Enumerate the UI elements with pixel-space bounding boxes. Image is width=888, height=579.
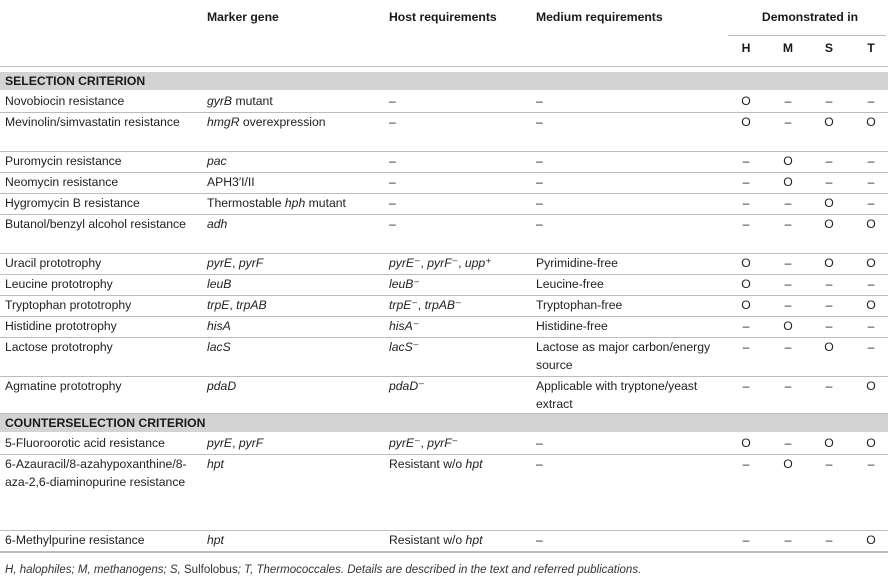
- demonstrated-cell: –: [784, 436, 792, 450]
- criterion-cell: Agmatine prototrophy: [5, 379, 122, 393]
- table-row: [0, 531, 888, 552]
- demonstrated-cell: –: [825, 154, 833, 168]
- demonstrated-cell: –: [784, 217, 792, 231]
- demonstrated-cell: –: [742, 175, 750, 189]
- criterion-cell: Butanol/benzyl alcohol resistance: [5, 217, 186, 231]
- demonstrated-cell: O: [783, 175, 793, 189]
- marker-gene-cell: adh: [207, 217, 228, 231]
- demonstrated-cell: O: [741, 436, 751, 450]
- demonstrated-cell: –: [742, 217, 750, 231]
- medium-requirements-cell: –: [536, 175, 543, 189]
- demonstrated-cell: O: [866, 379, 876, 393]
- demonstrated-cell: O: [824, 217, 834, 231]
- host-requirements-cell: –: [389, 217, 396, 231]
- col-header-host-requirements: Host requirements: [389, 10, 497, 24]
- demonstrated-cell: –: [825, 457, 833, 471]
- col-header-marker-gene: Marker gene: [207, 10, 279, 24]
- criterion-cell: Lactose prototrophy: [5, 340, 113, 354]
- demonstrated-cell: –: [867, 175, 875, 189]
- demonstrated-cell: –: [825, 277, 833, 291]
- host-requirements-cell: –: [389, 196, 396, 210]
- table-row: [0, 275, 888, 296]
- medium-requirements-cell: –: [536, 115, 543, 129]
- demonstrated-cell: O: [824, 115, 834, 129]
- marker-gene-cell: hmgR overexpression: [207, 115, 326, 129]
- table-row: [0, 296, 888, 317]
- header-subrule: [728, 35, 886, 36]
- demonstrated-cell: –: [742, 196, 750, 210]
- demonstrated-cell: –: [825, 533, 833, 547]
- host-requirements-cell: trpE⁻, trpAB⁻: [389, 298, 462, 312]
- col-header-demonstrated-in: Demonstrated in: [761, 10, 859, 24]
- demonstrated-cell: –: [825, 175, 833, 189]
- demonstrated-cell: O: [824, 256, 834, 270]
- host-requirements-cell: –: [389, 115, 396, 129]
- demonstrated-cell: –: [742, 457, 750, 471]
- table-row: [0, 317, 888, 338]
- medium-requirements-cell: –: [536, 154, 543, 168]
- col-header-m: M: [782, 41, 794, 55]
- demonstrated-cell: –: [784, 533, 792, 547]
- medium-requirements-cell: –: [536, 457, 543, 471]
- criterion-cell: 6-Azauracil/8-azahypoxanthine/8-aza-2,6-diaminopurine resistance: [5, 457, 187, 489]
- demonstrated-cell: –: [867, 319, 875, 333]
- marker-gene-cell: lacS: [207, 340, 231, 354]
- marker-gene-cell: leuB: [207, 277, 232, 291]
- marker-gene-cell: pyrE, pyrF: [207, 436, 264, 450]
- demonstrated-cell: –: [784, 340, 792, 354]
- demonstrated-cell: –: [742, 379, 750, 393]
- demonstrated-cell: O: [866, 298, 876, 312]
- col-header-s: S: [824, 41, 834, 55]
- host-requirements-cell: hisA⁻: [389, 319, 420, 333]
- medium-requirements-cell: Pyrimidine-free: [536, 256, 618, 270]
- demonstrated-cell: –: [867, 94, 875, 108]
- criterion-cell: 5-Fluoroorotic acid resistance: [5, 436, 165, 450]
- criterion-cell: 6-Methylpurine resistance: [5, 533, 145, 547]
- demonstrated-cell: –: [784, 94, 792, 108]
- criterion-cell: Uracil prototrophy: [5, 256, 102, 270]
- table-row: [0, 455, 888, 531]
- demonstrated-cell: O: [824, 196, 834, 210]
- medium-requirements-cell: Leucine-free: [536, 277, 604, 291]
- criterion-cell: Leucine prototrophy: [5, 277, 113, 291]
- demonstrated-cell: –: [825, 319, 833, 333]
- table-row: [0, 434, 888, 455]
- demonstrated-cell: O: [866, 436, 876, 450]
- host-requirements-cell: –: [389, 94, 396, 108]
- table-bottom-rule: [0, 552, 888, 553]
- demonstrated-cell: O: [783, 154, 793, 168]
- host-requirements-cell: pyrE⁻, pyrF⁻, upp⁺: [389, 256, 492, 270]
- demonstrated-cell: –: [784, 277, 792, 291]
- demonstrated-cell: –: [825, 379, 833, 393]
- host-requirements-cell: –: [389, 154, 396, 168]
- medium-requirements-cell: Applicable with tryptone/yeast extract: [536, 379, 698, 411]
- criterion-cell: Mevinolin/simvastatin resistance: [5, 115, 180, 129]
- marker-gene-cell: trpE, trpAB: [207, 298, 267, 312]
- table-row: [0, 338, 888, 377]
- medium-requirements-cell: –: [536, 94, 543, 108]
- demonstrated-cell: –: [784, 115, 792, 129]
- host-requirements-cell: lacS⁻: [389, 340, 420, 354]
- demonstrated-cell: O: [783, 319, 793, 333]
- demonstrated-cell: –: [867, 457, 875, 471]
- medium-requirements-cell: –: [536, 217, 543, 231]
- demonstrated-cell: O: [866, 115, 876, 129]
- marker-gene-cell: hisA: [207, 319, 231, 333]
- host-requirements-cell: Resistant w/o hpt: [389, 533, 483, 547]
- demonstrated-cell: –: [742, 319, 750, 333]
- demonstrated-cell: –: [867, 340, 875, 354]
- table-footnote: H, halophiles; M, methanogens; S, Sulfolobus; T, Thermococcales. Details are described in the text and referred publications.: [5, 564, 642, 576]
- demonstrated-cell: O: [824, 436, 834, 450]
- marker-gene-cell: Thermostable hph mutant: [207, 196, 346, 210]
- criterion-cell: Hygromycin B resistance: [5, 196, 140, 210]
- table-row: [0, 152, 888, 173]
- criterion-cell: Tryptophan prototrophy: [5, 298, 132, 312]
- demonstrated-cell: –: [867, 196, 875, 210]
- marker-gene-cell: hpt: [207, 457, 224, 471]
- section-title: SELECTION CRITERION: [5, 74, 146, 88]
- criterion-cell: Neomycin resistance: [5, 175, 119, 189]
- header-bottom-rule: [0, 66, 888, 67]
- demonstrated-cell: O: [866, 217, 876, 231]
- col-header-medium-requirements: Medium requirements: [536, 10, 663, 24]
- criterion-cell: Puromycin resistance: [5, 154, 122, 168]
- medium-requirements-cell: –: [536, 436, 543, 450]
- demonstrated-cell: O: [866, 256, 876, 270]
- demonstrated-cell: –: [867, 154, 875, 168]
- marker-gene-cell: pyrE, pyrF: [207, 256, 264, 270]
- col-header-t: T: [867, 41, 875, 55]
- demonstrated-cell: O: [741, 277, 751, 291]
- demonstrated-cell: O: [741, 94, 751, 108]
- demonstrated-cell: –: [825, 94, 833, 108]
- section-title: COUNTERSELECTION CRITERION: [5, 416, 206, 430]
- demonstrated-cell: O: [866, 533, 876, 547]
- demonstrated-cell: O: [741, 256, 751, 270]
- table-row: [0, 215, 888, 254]
- section-band: [0, 414, 888, 432]
- marker-gene-cell: pac: [207, 154, 227, 168]
- table-row: [0, 92, 888, 113]
- demonstrated-cell: –: [825, 298, 833, 312]
- criterion-cell: Histidine prototrophy: [5, 319, 117, 333]
- medium-requirements-cell: Tryptophan-free: [536, 298, 623, 312]
- medium-requirements-cell: –: [536, 196, 543, 210]
- host-requirements-cell: –: [389, 175, 396, 189]
- criterion-cell: Novobiocin resistance: [5, 94, 125, 108]
- table-row: [0, 173, 888, 194]
- demonstrated-cell: –: [784, 196, 792, 210]
- table-row: [0, 377, 888, 414]
- demonstrated-cell: –: [784, 298, 792, 312]
- marker-gene-cell: gyrB mutant: [207, 94, 273, 108]
- demonstrated-cell: O: [783, 457, 793, 471]
- marker-gene-cell: APH3′I/II: [207, 175, 255, 189]
- section-band: [0, 72, 888, 90]
- host-requirements-cell: leuB⁻: [389, 277, 420, 291]
- medium-requirements-cell: Histidine-free: [536, 319, 608, 333]
- table-row: [0, 254, 888, 275]
- demonstrated-cell: –: [742, 154, 750, 168]
- demonstrated-cell: O: [741, 115, 751, 129]
- demonstrated-cell: O: [741, 298, 751, 312]
- host-requirements-cell: pdaD⁻: [389, 379, 425, 393]
- demonstrated-cell: –: [742, 340, 750, 354]
- demonstrated-cell: –: [742, 533, 750, 547]
- demonstrated-cell: –: [784, 379, 792, 393]
- marker-gene-cell: hpt: [207, 533, 224, 547]
- medium-requirements-cell: Lactose as major carbon/energy source: [536, 340, 711, 372]
- medium-requirements-cell: –: [536, 533, 543, 547]
- host-requirements-cell: Resistant w/o hpt: [389, 457, 483, 471]
- demonstrated-cell: O: [824, 340, 834, 354]
- host-requirements-cell: pyrE⁻, pyrF⁻: [389, 436, 459, 450]
- marker-gene-cell: pdaD: [207, 379, 237, 393]
- table-row: [0, 194, 888, 215]
- col-header-h: H: [741, 41, 751, 55]
- table-row: [0, 113, 888, 152]
- demonstrated-cell: –: [784, 256, 792, 270]
- demonstrated-cell: –: [867, 277, 875, 291]
